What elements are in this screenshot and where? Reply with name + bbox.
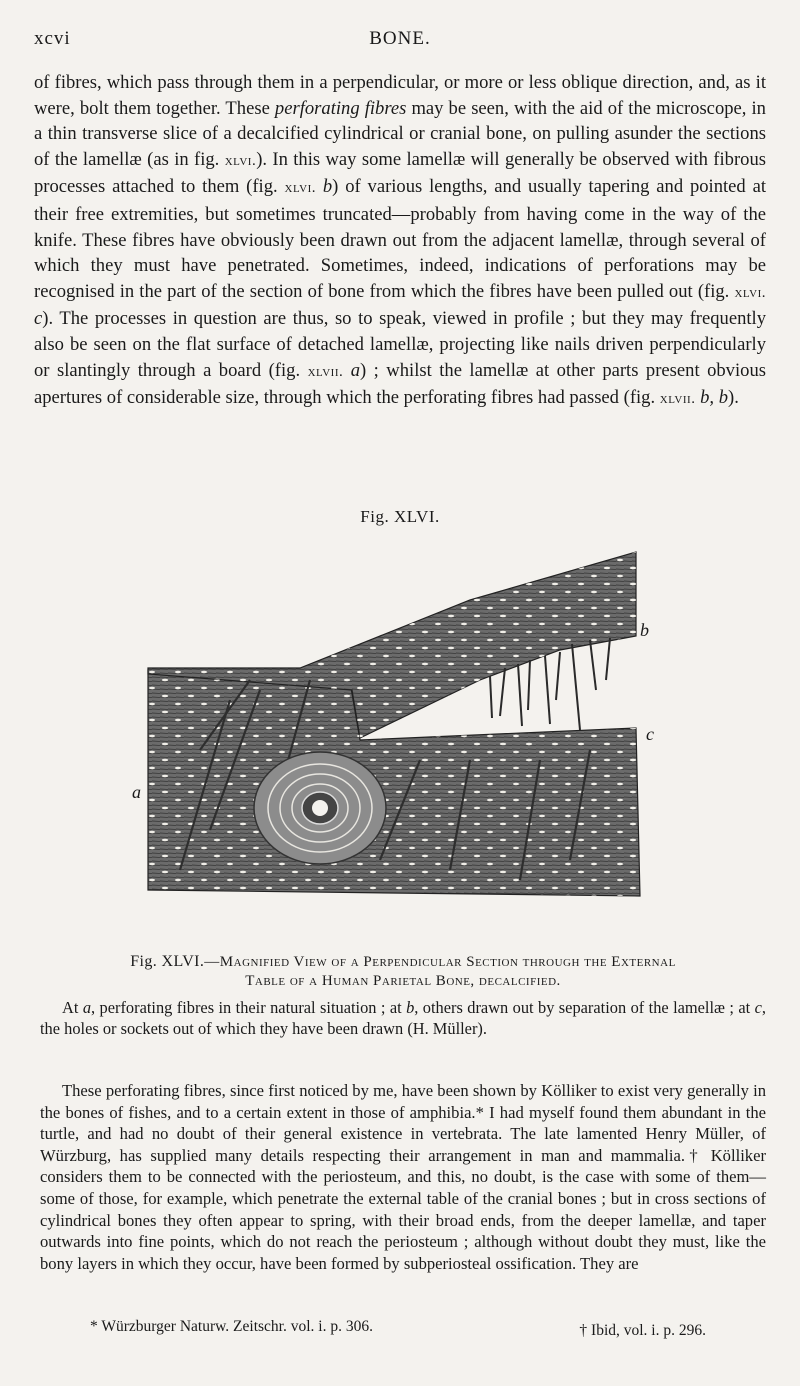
figure-letter: b <box>406 998 415 1017</box>
text-run: of fibres, which pass through them in a perpendicular, or more or less oblique direction, and, as it were, bolt them together. These <box>34 72 766 119</box>
text-run: ) of various lengths, and usually tapering and pointed at their free extremities, but sometimes truncated—probably from having come in the way of the knife. These fibres have obviously been drawn out from the adjacent lamellæ, through several of which they must have penetrated. Sometimes, indeed, indications of perforations may be recognised in the part of the section of bone from which the fibres have been pulled out (fig. <box>34 176 766 302</box>
caption-line-2: Table of a Human Parietal Bone, decalcified. <box>245 973 561 989</box>
running-title: BONE. <box>369 28 431 49</box>
page-number: xcvi <box>34 28 71 49</box>
label-b: b <box>640 620 649 640</box>
text-run: At <box>62 998 83 1017</box>
label-c: c <box>646 724 654 744</box>
caption-line-1: —Magnified View of a Perpendicular Section through the External <box>204 954 676 970</box>
text-run: , the holes or sockets out of which they have been drawn (H. Müller). <box>40 998 766 1038</box>
figure-letter: c <box>754 998 762 1017</box>
haversian-system <box>254 752 386 864</box>
footnote-2: † Ibid, vol. i. p. 296. <box>579 1322 706 1339</box>
text-run: ). The processes in question are thus, so to speak, viewed in profile ; but they may frequently also be seen on the flat surface of detached lamellæ, projecting like nails driven perpendicularly or slantingly through a board (fig. <box>34 308 766 381</box>
footnotes <box>40 1318 766 1342</box>
figure-caption <box>40 952 766 991</box>
caption-explanation <box>40 997 766 1039</box>
figure-reference: xlvi. <box>284 180 317 197</box>
figure-letter: b, b <box>700 387 729 409</box>
label-a: a <box>132 782 141 802</box>
figure-letter: a <box>350 359 361 381</box>
figure-reference: xlvi. <box>224 152 257 169</box>
footnote-1: * Würzburger Naturw. Zeitschr. vol. i. p. 306. <box>90 1318 373 1335</box>
text-run: ). <box>728 387 739 409</box>
figure-letter: c <box>34 308 43 330</box>
figure-reference: xlvii. <box>659 391 696 408</box>
engraving-illustration <box>120 540 680 910</box>
text-run <box>343 360 350 381</box>
figure-letter: b <box>322 176 333 198</box>
figure-letter: a <box>82 998 92 1017</box>
text-run: , others drawn out by separation of the lamellæ ; at <box>414 998 755 1017</box>
paragraph-perforating-fibres <box>34 70 766 413</box>
text-run: may be seen, with the aid of the microscope, in a thin transverse slice of a decalcified cylindrical or cranial bone, on pulling asunder the sections of the lamellæ (as in fig. <box>34 97 766 170</box>
bone-section-engraving <box>120 540 680 910</box>
figure-reference: xlvi. <box>734 284 766 301</box>
text-run: ). In this way some lamellæ will generally be observed with fibrous processes attached to them (fig. <box>34 148 766 198</box>
figure-reference: xlvii. <box>307 363 344 380</box>
text-run: ) ; whilst the lamellæ at other parts present obvious apertures of considerable size, through which the perforating fibres had passed (fig. <box>34 359 766 409</box>
italic-term: perforating fibres <box>274 97 407 119</box>
figure-title: Fig. XLVI. <box>360 507 440 526</box>
paragraph-kolliker: These perforating fibres, since first noticed by me, have been shown by Kölliker to exist very generally in the bones of fishes, and to a certain extent in those of amphibia.* I had myself found them abundant in the turtle, and had no doubt of their general existence in vertebrata. The late lamented Henry Müller, of Würzburg, has supplied many details respecting their arrangement in man and mammalia.† Kölliker considers them to be connected with the periosteum, and this, no doubt, is the case with some of them—some of those, for example, which penetrate the external table of the cranial bones ; but in cross sections of cylindrical bones they often appear to spring, with their broad ends, from the deeper lamellæ, and taper outwards into fine points, which do not reach the periosteum ; although without doubt they must, like the bony layers in which they occur, have been formed by subperiosteal ossification. They are <box>40 1081 766 1273</box>
text-run <box>316 176 323 197</box>
page-header <box>34 28 766 52</box>
caption-figure-number: Fig. XLVI. <box>130 953 205 970</box>
text-run: , perforating fibres in their natural situation ; at <box>91 998 407 1017</box>
